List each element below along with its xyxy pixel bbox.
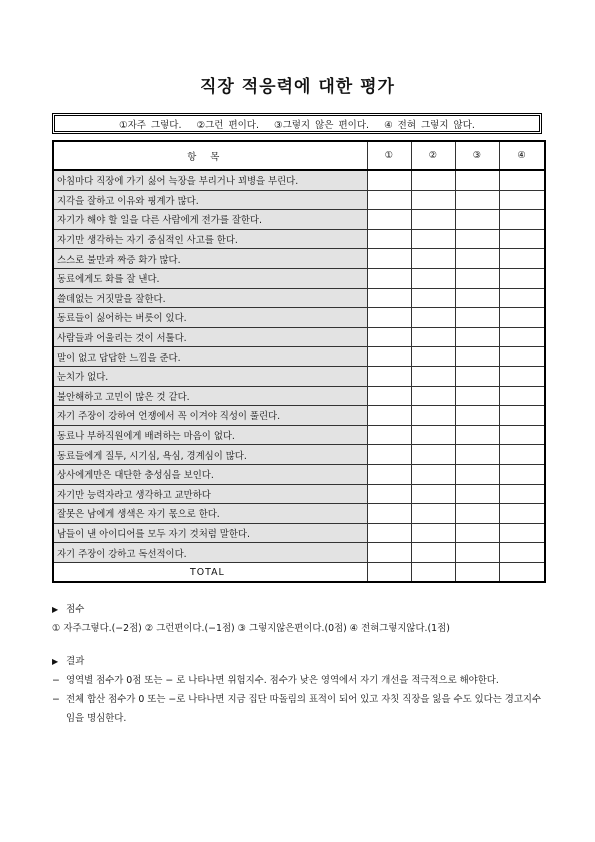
- item-text: 자기만 능력자라고 생각하고 교만하다: [53, 484, 367, 504]
- score-cell-3[interactable]: [455, 347, 499, 367]
- table-row: [53, 366, 545, 386]
- table-row: [53, 288, 545, 308]
- score-cell-3[interactable]: [455, 229, 499, 249]
- item-text: 사람들과 어울리는 것이 서툴다.: [53, 327, 367, 347]
- result-section: [52, 652, 547, 728]
- score-cell-3[interactable]: [455, 210, 499, 230]
- total-row: [53, 562, 545, 582]
- score-text: ① 자주그렇다.(−2점) ② 그런편이다.(−1점) ③ 그렇지않은편이다.(0점) ④ 전혀그렇지않다.(1점): [52, 623, 450, 634]
- score-cell-2[interactable]: [411, 229, 455, 249]
- table-row: [53, 484, 545, 504]
- score-cell-1[interactable]: [367, 288, 411, 308]
- result-item: [52, 671, 547, 690]
- score-cell-4[interactable]: [499, 268, 545, 288]
- table-header-row: [53, 141, 545, 170]
- score-cell-3[interactable]: [455, 464, 499, 484]
- item-text: 스스로 불만과 짜증 화가 많다.: [53, 249, 367, 269]
- score-cell-4[interactable]: [499, 406, 545, 426]
- score-cell-2[interactable]: [411, 386, 455, 406]
- score-cell-3[interactable]: [455, 190, 499, 210]
- score-cell-3[interactable]: [455, 366, 499, 386]
- score-cell-1[interactable]: [367, 504, 411, 524]
- score-cell-2[interactable]: [411, 366, 455, 386]
- table-row: [53, 504, 545, 524]
- score-heading: ▶ 점수: [52, 600, 547, 619]
- score-cell-4[interactable]: [499, 210, 545, 230]
- score-cell-4[interactable]: [499, 523, 545, 543]
- score-cell-3[interactable]: [455, 406, 499, 426]
- header-score-3: ③: [455, 141, 499, 170]
- score-cell-2[interactable]: [411, 308, 455, 328]
- result-item-text: 전체 합산 점수가 0 또는 −로 나타나면 지금 집단 따돌림의 표적이 되어 있고 자칫 직장을 잃을 수도 있다는 경고지수임을 명심한다.: [66, 694, 541, 724]
- score-cell-4[interactable]: [499, 308, 545, 328]
- item-text: 잘못은 남에게 생색은 자기 몫으로 한다.: [53, 504, 367, 524]
- dash-mark: −: [52, 694, 60, 705]
- dash-mark: −: [52, 675, 60, 686]
- score-cell-2[interactable]: [411, 523, 455, 543]
- header-item: 항목: [53, 141, 367, 170]
- score-cell-4[interactable]: [499, 229, 545, 249]
- score-cell-1[interactable]: [367, 347, 411, 367]
- score-cell-4[interactable]: [499, 366, 545, 386]
- score-cell-3[interactable]: [455, 327, 499, 347]
- total-cell-3[interactable]: [455, 562, 499, 582]
- score-cell-2[interactable]: [411, 170, 455, 190]
- score-cell-3[interactable]: [455, 308, 499, 328]
- table-row: [53, 210, 545, 230]
- table-row: [53, 170, 545, 190]
- item-text: 자기 주장이 강하여 언쟁에서 꼭 이겨야 직성이 풀린다.: [53, 406, 367, 426]
- result-item: [52, 690, 547, 728]
- total-cell-4[interactable]: [499, 562, 545, 582]
- score-cell-2[interactable]: [411, 504, 455, 524]
- page-title: 직장 적응력에 대한 평가: [200, 77, 395, 97]
- score-cell-2[interactable]: [411, 288, 455, 308]
- score-cell-3[interactable]: [455, 445, 499, 465]
- score-cell-2[interactable]: [411, 190, 455, 210]
- score-cell-4[interactable]: [499, 190, 545, 210]
- item-text: 아침마다 직장에 가기 싫어 늑장을 부리거나 꾀병을 부린다.: [53, 170, 367, 190]
- table-row: [53, 406, 545, 426]
- score-cell-3[interactable]: [455, 484, 499, 504]
- score-cell-4[interactable]: [499, 464, 545, 484]
- score-cell-1[interactable]: [367, 229, 411, 249]
- score-cell-3[interactable]: [455, 386, 499, 406]
- score-cell-4[interactable]: [499, 504, 545, 524]
- score-cell-4[interactable]: [499, 249, 545, 269]
- table-row: [53, 386, 545, 406]
- total-label: TOTAL: [53, 562, 367, 582]
- score-cell-2[interactable]: [411, 425, 455, 445]
- score-cell-1[interactable]: [367, 170, 411, 190]
- item-text: 동료나 부하직원에게 배려하는 마음이 없다.: [53, 425, 367, 445]
- score-cell-1[interactable]: [367, 327, 411, 347]
- score-cell-3[interactable]: [455, 504, 499, 524]
- score-cell-2[interactable]: [411, 347, 455, 367]
- item-text: 자기 주장이 강하고 독선적이다.: [53, 543, 367, 563]
- answer-scale-legend: ①자주 그렇다. ②그런 편이다. ③그렇지 않은 편이다. ④ 전혀 그렇지 않다.: [52, 113, 542, 134]
- table-row: [53, 249, 545, 269]
- score-cell-1[interactable]: [367, 445, 411, 465]
- item-text: 눈치가 없다.: [53, 366, 367, 386]
- score-cell-2[interactable]: [411, 210, 455, 230]
- table-row: [53, 523, 545, 543]
- header-score-1: ①: [367, 141, 411, 170]
- table-row: [53, 464, 545, 484]
- table-row: [53, 425, 545, 445]
- score-cell-1[interactable]: [367, 366, 411, 386]
- score-cell-4[interactable]: [499, 425, 545, 445]
- score-cell-2[interactable]: [411, 464, 455, 484]
- score-section: [52, 600, 547, 638]
- score-cell-1[interactable]: [367, 249, 411, 269]
- item-text: 말이 없고 답답한 느낌을 준다.: [53, 347, 367, 367]
- item-text: 동료들이 싫어하는 버릇이 있다.: [53, 308, 367, 328]
- assessment-table: [52, 140, 546, 583]
- score-cell-1[interactable]: [367, 210, 411, 230]
- item-text: 동료들에게 질투, 시기심, 욕심, 경계심이 많다.: [53, 445, 367, 465]
- table-row: [53, 308, 545, 328]
- score-cell-4[interactable]: [499, 327, 545, 347]
- score-cell-4[interactable]: [499, 386, 545, 406]
- header-score-4: ④: [499, 141, 545, 170]
- score-cell-1[interactable]: [367, 543, 411, 563]
- score-cell-1[interactable]: [367, 386, 411, 406]
- score-cell-2[interactable]: [411, 543, 455, 563]
- score-cell-2[interactable]: [411, 249, 455, 269]
- result-item-text: 영역별 점수가 0점 또는 − 로 나타나면 위험지수. 점수가 낮은 영역에서 자기 개선을 적극적으로 해야한다.: [66, 675, 499, 686]
- score-cell-4[interactable]: [499, 484, 545, 504]
- score-cell-3[interactable]: [455, 249, 499, 269]
- item-text: 상사에게만은 대단한 충성심을 보인다.: [53, 464, 367, 484]
- score-cell-1[interactable]: [367, 425, 411, 445]
- score-cell-4[interactable]: [499, 288, 545, 308]
- score-cell-2[interactable]: [411, 484, 455, 504]
- table-row: [53, 190, 545, 210]
- item-text: 자기가 해야 할 일을 다른 사람에게 전가를 잘한다.: [53, 210, 367, 230]
- total-cell-1[interactable]: [367, 562, 411, 582]
- score-cell-4[interactable]: [499, 445, 545, 465]
- score-cell-3[interactable]: [455, 425, 499, 445]
- table-row: [53, 229, 545, 249]
- table-row: [53, 445, 545, 465]
- score-cell-3[interactable]: [455, 543, 499, 563]
- table-row: [53, 543, 545, 563]
- header-score-2: ②: [411, 141, 455, 170]
- score-cell-3[interactable]: [455, 268, 499, 288]
- score-cell-1[interactable]: [367, 190, 411, 210]
- score-cell-4[interactable]: [499, 170, 545, 190]
- table-row: [53, 327, 545, 347]
- score-cell-3[interactable]: [455, 288, 499, 308]
- result-heading: ▶ 결과: [52, 652, 547, 671]
- table-row: [53, 268, 545, 288]
- item-text: 쓸데없는 거짓말을 잘한다.: [53, 288, 367, 308]
- score-cell-2[interactable]: [411, 445, 455, 465]
- score-cell-4[interactable]: [499, 543, 545, 563]
- score-cell-1[interactable]: [367, 484, 411, 504]
- score-cell-2[interactable]: [411, 327, 455, 347]
- score-cell-3[interactable]: [455, 523, 499, 543]
- score-cell-2[interactable]: [411, 268, 455, 288]
- score-cell-1[interactable]: [367, 268, 411, 288]
- score-cell-1[interactable]: [367, 308, 411, 328]
- score-cell-2[interactable]: [411, 406, 455, 426]
- table-row: [53, 347, 545, 367]
- score-cell-1[interactable]: [367, 523, 411, 543]
- score-cell-3[interactable]: [455, 170, 499, 190]
- item-text: 동료에게도 화를 잘 낸다.: [53, 268, 367, 288]
- score-cell-4[interactable]: [499, 347, 545, 367]
- item-text: 지각을 잘하고 이유와 핑계가 많다.: [53, 190, 367, 210]
- item-text: 자기만 생각하는 자기 중심적인 사고를 한다.: [53, 229, 367, 249]
- item-text: 남들이 낸 아이디어를 모두 자기 것처럼 말한다.: [53, 523, 367, 543]
- item-text: 불안해하고 고민이 많은 것 같다.: [53, 386, 367, 406]
- total-cell-2[interactable]: [411, 562, 455, 582]
- score-cell-1[interactable]: [367, 464, 411, 484]
- score-cell-1[interactable]: [367, 406, 411, 426]
